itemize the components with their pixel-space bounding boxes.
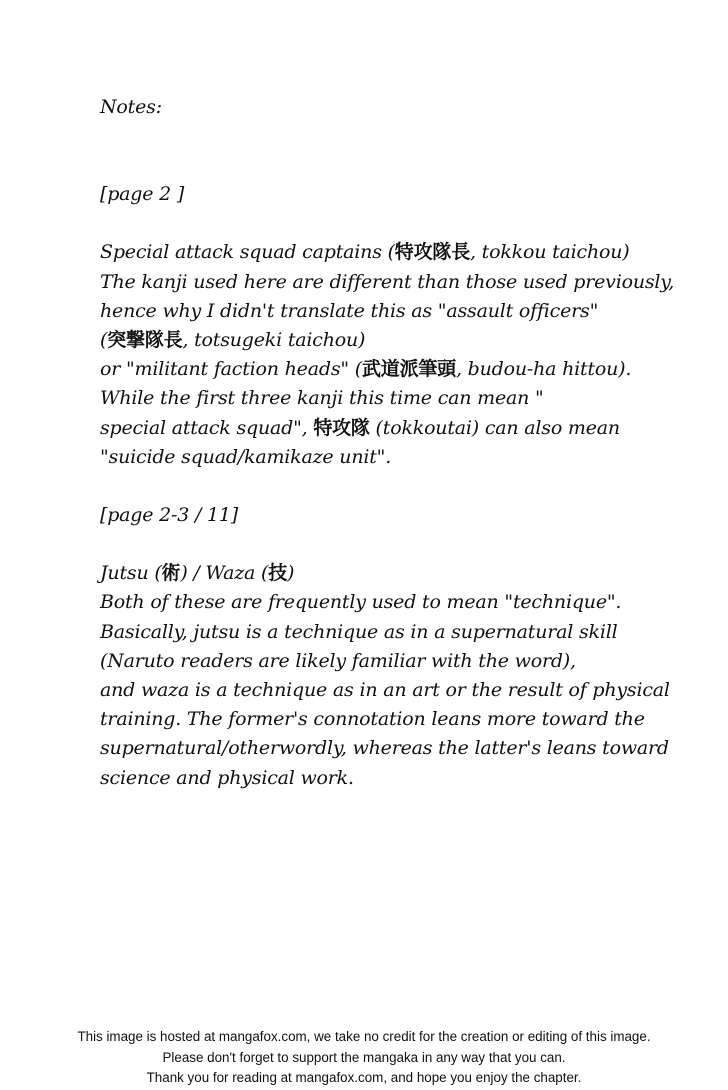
note-line: (Naruto readers are likely familiar with the word), bbox=[100, 649, 576, 672]
spacer bbox=[100, 122, 700, 180]
note-line: hence why I didn't translate this as "assault officers" bbox=[100, 299, 599, 322]
note-line-totsugeki bbox=[100, 326, 700, 355]
spacer bbox=[100, 209, 700, 238]
footer-line: Thank you for reading at mangafox.com, and hope you enjoy the chapter. bbox=[146, 1070, 582, 1085]
footer-line: Please don't forget to support the mangaka in any way that you can. bbox=[162, 1049, 566, 1065]
text-segment: ) / Waza ( bbox=[180, 562, 269, 585]
note-line: training. The former's connotation leans more toward the bbox=[100, 708, 645, 731]
text-segment: , tokkou taichou) bbox=[470, 241, 630, 264]
spacer bbox=[100, 472, 700, 501]
text-segment: (tokkoutai) can also mean bbox=[369, 416, 620, 439]
term-line-jutsu-waza bbox=[100, 559, 700, 588]
kanji-text: 特攻隊長 bbox=[394, 241, 470, 264]
text-segment: , budou-ha hittou). bbox=[455, 358, 632, 381]
spacer bbox=[100, 530, 700, 559]
kanji-text: 技 bbox=[268, 562, 288, 585]
note-line-budou-ha bbox=[100, 355, 700, 384]
footer-line: This image is hosted at mangafox.com, we take no credit for the creation or editing of this image. bbox=[77, 1029, 651, 1044]
kanji-text: 術 bbox=[161, 562, 181, 585]
text-segment: ) bbox=[287, 562, 295, 585]
note-line: and waza is a technique as in an art or the result of physical bbox=[100, 679, 670, 702]
text-segment: special attack squad", bbox=[100, 416, 314, 439]
text-segment: Special attack squad captains ( bbox=[100, 241, 395, 264]
hosting-footer bbox=[0, 1027, 728, 1089]
text-segment: , totsugeki taichou) bbox=[182, 329, 366, 352]
translation-notes bbox=[100, 93, 700, 793]
kanji-text: 武道派筆頭 bbox=[361, 358, 456, 381]
note-line: Basically, jutsu is a technique as in a supernatural skill bbox=[100, 620, 618, 643]
text-segment: Jutsu ( bbox=[100, 562, 162, 585]
text-segment: or "militant faction heads" ( bbox=[100, 358, 362, 381]
note-line: "suicide squad/kamikaze unit". bbox=[100, 445, 392, 468]
notes-heading: Notes: bbox=[100, 96, 162, 118]
section-label-page-2-3-11: [page 2-3 / 11] bbox=[100, 504, 239, 527]
note-line: science and physical work. bbox=[100, 766, 354, 789]
note-line: The kanji used here are different than those used previously, bbox=[100, 270, 675, 293]
text-segment: ( bbox=[100, 329, 108, 352]
term-line-tokkou-taichou bbox=[100, 238, 700, 267]
section-label-page-2: [page 2 ] bbox=[100, 183, 185, 206]
note-line: While the first three kanji this time can mean " bbox=[100, 387, 544, 410]
note-line: supernatural/otherwordly, whereas the latter's leans toward bbox=[100, 737, 669, 760]
kanji-text: 特攻隊 bbox=[313, 416, 370, 439]
kanji-text: 突撃隊長 bbox=[107, 329, 183, 352]
note-line-tokkoutai bbox=[100, 414, 700, 443]
note-line: Both of these are frequently used to mean "technique". bbox=[100, 591, 622, 614]
